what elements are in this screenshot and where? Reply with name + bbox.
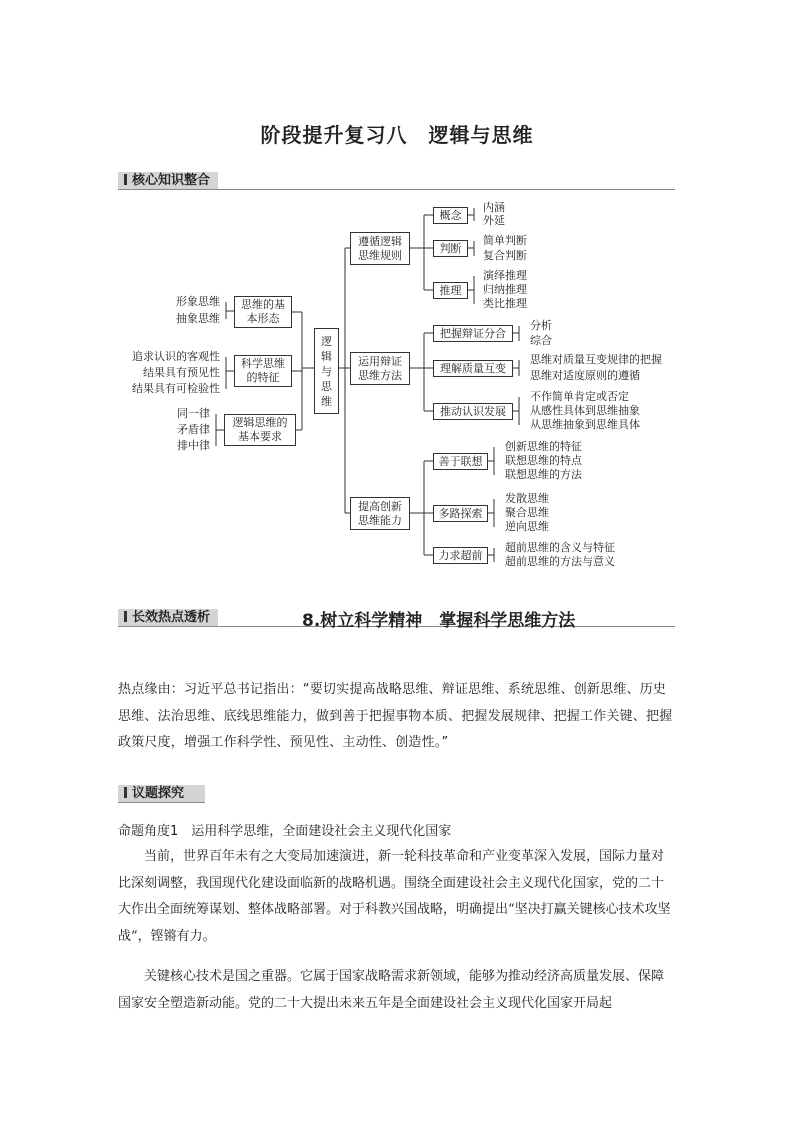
leaf: 简单判断 <box>483 234 527 247</box>
left-box-features: 科学思维 的特征 <box>234 355 292 387</box>
leaf: 综合 <box>530 334 552 347</box>
hotpoint-paragraph: 热点缘由：习近平总书记指出：“要切实提高战略思维、辩证思维、系统思维、创新思维、历史思维、法治思维、底线思维能力，做到善于把握事物本质、把握发展规律、把握工作关键、把握政策尺度，增强工作科学性、预见性、主动性、创造性。” <box>118 682 673 750</box>
leaf: 矛盾律 <box>177 423 210 436</box>
leaf: 结果具有预见性 <box>143 366 220 379</box>
leaf: 创新思维的特征 <box>505 440 582 453</box>
leaf: 归纳推理 <box>483 283 527 296</box>
child-box: 推动认识发展 <box>433 403 513 420</box>
leaf: 联想思维的方法 <box>505 468 582 481</box>
leaf: 排中律 <box>177 439 210 452</box>
left-box-requirements: 逻辑思维的 基本要求 <box>224 414 296 446</box>
section-label: 长效热点透析 <box>132 610 211 625</box>
body-paragraph-1: 当前，世界百年未有之大变局加速演进，新一轮科技革命和产业变革深入发展，国际力量对比深刻调整，我国现代化建设面临新的战略机遇。围绕全面建设社会主义现代化国家，党的二十大作出全面统筹谋划、整体战略部署。对于科教兴国战略，明确提出“坚决打赢关键核心技术攻坚战”，铿锵有力。 <box>118 849 671 944</box>
leaf: 复合判断 <box>483 249 527 262</box>
section-rule <box>118 802 205 803</box>
leaf: 思维对质量互变规律的把握 <box>530 353 662 366</box>
leaf: 追求认识的客观性 <box>132 350 220 363</box>
leaf: 演绎推理 <box>483 269 527 282</box>
child-box: 力求超前 <box>433 547 488 564</box>
child-box: 推理 <box>433 282 468 299</box>
leaf: 形象思维 <box>176 295 220 308</box>
leaf: 聚合思维 <box>505 506 549 519</box>
leaf: 发散思维 <box>505 492 549 505</box>
right-box-dialectic: 运用辩证 思维方法 <box>350 352 410 385</box>
child-box: 把握辩证分合 <box>433 325 513 342</box>
section-issue <box>118 785 205 802</box>
child-box: 善于联想 <box>433 453 488 470</box>
section-tab <box>118 609 218 626</box>
topic-heading: 8.树立科学精神 掌握科学思维方法 <box>302 611 576 631</box>
leaf: 外延 <box>483 214 505 227</box>
child-box: 判断 <box>433 240 468 257</box>
leaf: 从思维抽象到思维具体 <box>530 418 640 431</box>
leaf: 超前思维的方法与意义 <box>505 555 615 568</box>
child-box: 理解质量互变 <box>433 360 513 377</box>
leaf: 结果具有可检验性 <box>132 382 220 395</box>
section-label: 议题探究 <box>132 786 185 801</box>
left-box-forms: 思维的基 本形态 <box>234 296 292 328</box>
leaf: 分析 <box>530 319 552 332</box>
right-box-logic-rules: 遵循逻辑 思维规则 <box>350 232 410 265</box>
section-tab <box>118 785 205 802</box>
leaf: 思维对适度原则的遵循 <box>530 369 640 382</box>
child-box: 概念 <box>433 207 468 224</box>
angle-heading: 命题角度1 运用科学思维，全面建设社会主义现代化国家 <box>118 824 452 839</box>
mindmap-root: 逻 辑 与 思 维 <box>314 328 339 414</box>
leaf: 联想思维的特点 <box>505 454 582 467</box>
leaf: 同一律 <box>177 407 210 420</box>
leaf: 抽象思维 <box>176 312 220 325</box>
leaf: 逆向思维 <box>505 520 549 533</box>
page-title: 阶段提升复习八 逻辑与思维 <box>260 123 534 147</box>
leaf: 超前思维的含义与特征 <box>505 541 615 554</box>
child-box: 多路探索 <box>433 505 488 522</box>
body-paragraph-2: 关键核心技术是国之重器。它属于国家战略需求新领域，能够为推动经济高质量发展、保障国家安全塑造新动能。党的二十大提出未来五年是全面建设社会主义现代化国家开局起 <box>118 969 665 1011</box>
leaf: 不作简单肯定或否定 <box>530 390 629 403</box>
right-box-innovation: 提高创新 思维能力 <box>350 497 410 530</box>
section-label: 核心知识整合 <box>132 173 211 188</box>
leaf: 类比推理 <box>483 297 527 310</box>
leaf: 内涵 <box>483 201 505 214</box>
leaf: 从感性具体到思维抽象 <box>530 404 640 417</box>
